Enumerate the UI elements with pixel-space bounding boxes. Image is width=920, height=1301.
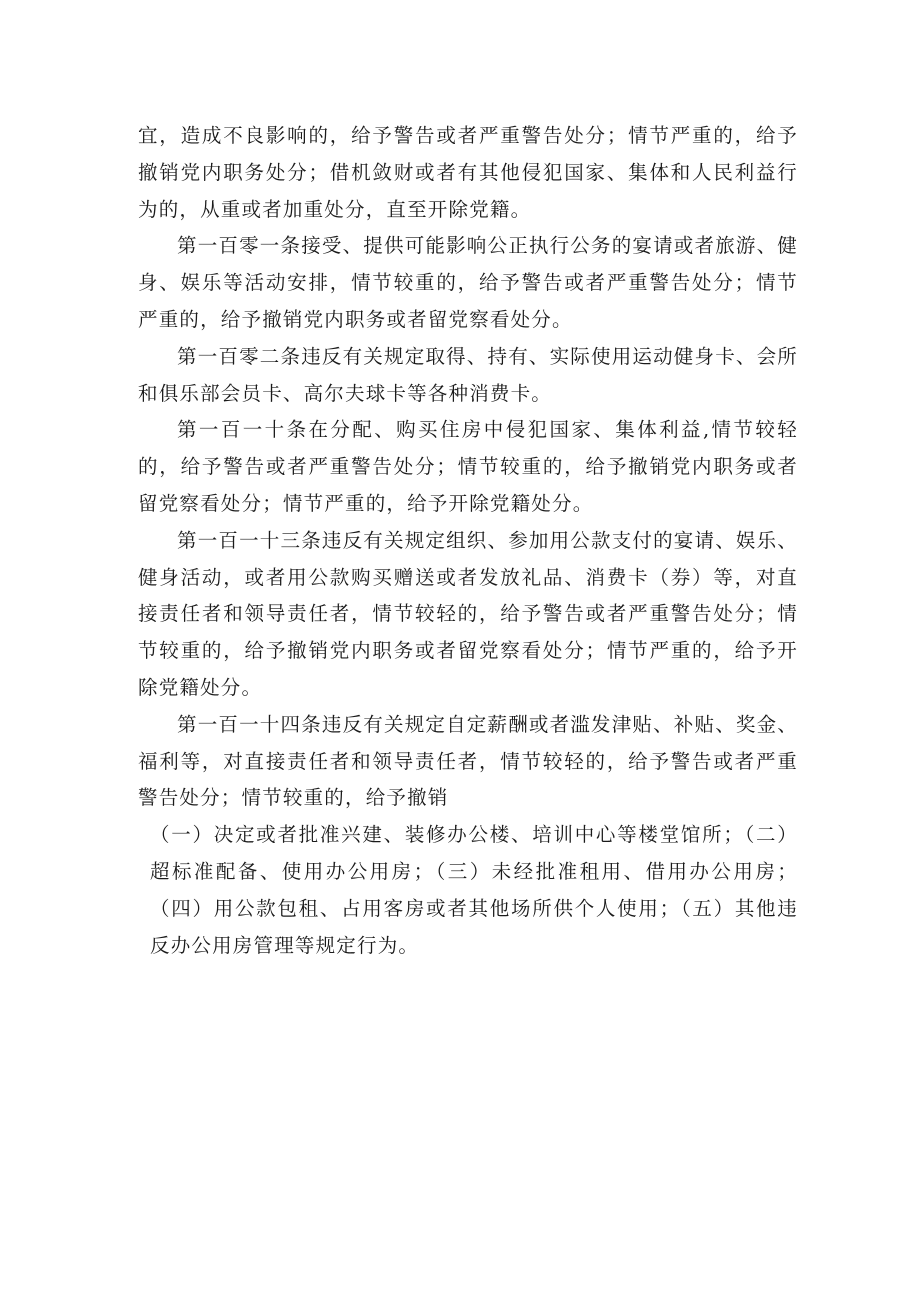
paragraph-article-113: 第一百一十三条违反有关规定组织、参加用公款支付的宴请、娱乐、健身活动，或者用公款购买赠送或者发放礼品、消费卡（券）等，对直接责任者和领导责任者，情节较轻的，给予警告或者严重警告处分；情节较重的，给予撤销党内职务或者留党察看处分；情节严重的，给予开除党籍处分。 (138, 528, 799, 699)
paragraph-article-114: 第一百一十四条违反有关规定自定薪酬或者滥发津贴、补贴、奖金、福利等，对直接责任者和领导责任者，情节较轻的，给予警告或者严重警告处分；情节较重的，给予撤销 (138, 712, 799, 810)
paragraph-article-101: 第一百零一条接受、提供可能影响公正执行公务的宴请或者旅游、健身、娱乐等活动安排，情节较重的，给予警告或者严重警告处分；情节严重的，给予撤销党内职务或者留党察看处分。 (138, 234, 799, 331)
paragraph-article-110: 第一百一十条在分配、购买住房中侵犯国家、集体利益,情节较轻的，给予警告或者严重警告处分；情节较重的，给予撤销党内职务或者留党察看处分；情节严重的，给予开除党籍处分。 (138, 418, 798, 515)
paragraph-article-102: 第一百零二条违反有关规定取得、持有、实际使用运动健身卡、会所和俱乐部会员卡、高尔夫球卡等各种消费卡。 (138, 344, 799, 405)
paragraph-enumerated-items: （一）决定或者批准兴建、装修办公楼、培训中心等楼堂馆所；（二）超标准配备、使用办公用房；（三）未经批准租用、借用办公用房；（四）用公款包租、占用客房或者其他场所供个人使用；（五）其他违反办公用房管理等规定行为。 (150, 823, 798, 957)
document-page (138, 118, 798, 964)
paragraph-continuation: 宜，造成不良影响的，给予警告或者严重警告处分；情节严重的，给予撤销党内职务处分；借机敛财或者有其他侵犯国家、集体和人民利益行为的，从重或者加重处分，直至开除党籍。 (138, 124, 798, 221)
